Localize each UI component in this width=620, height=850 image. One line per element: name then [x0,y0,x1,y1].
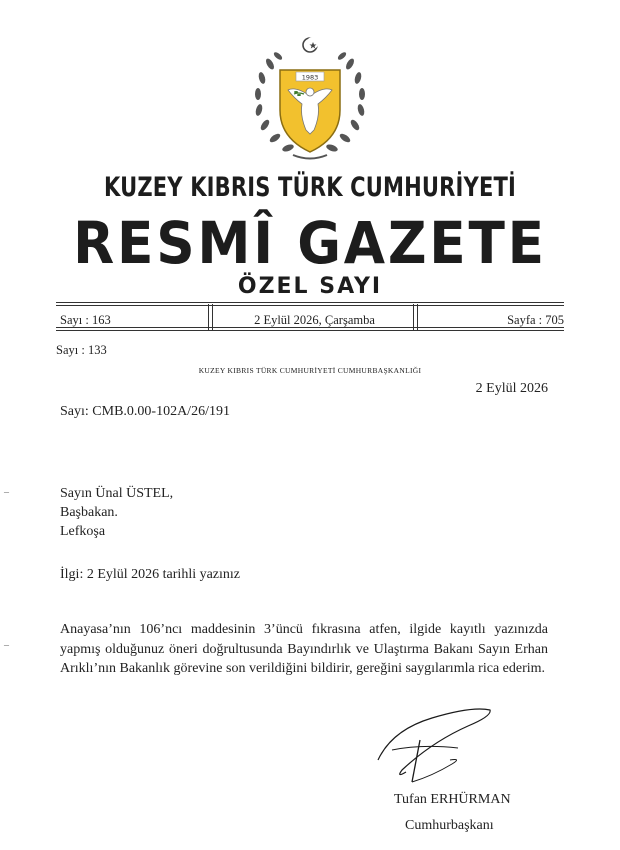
office-header: KUZEY KIBRIS TÜRK CUMHURİYETİ CUMHURBAŞKANLIĞI [198,366,422,375]
letter-date: 2 Eylül 2026 [475,381,548,396]
divider [56,302,564,303]
recipient-title: Başbakan. [60,505,118,520]
divider [56,305,564,306]
letter-body: Anayasa’nın 106’ncı maddesinin 3’üncü fıkrasına atfen, ilgide kayıtlı yazınızda yapmış olduğunuz öneri doğrultusunda Bayındırlık ve Ulaştırma Bakanı Sayın Erhan Arıklı’nın Bakanlık görevine son verildiğini bildirir, gereğini saygılarımla rica ederim. [60,622,548,676]
signer-name: Tufan ERHÜRMAN [394,792,511,807]
recipient-name: Sayın Ünal ÜSTEL, [60,486,174,501]
divider [208,304,209,330]
document-number: Sayı : 133 [56,343,107,357]
signer-title: Cumhurbaşkanı [405,818,494,833]
signature-icon [372,700,522,790]
issue-type: ÖZEL SAYI [237,274,383,299]
page-number: Sayfa : 705 [507,313,564,327]
issue-number: Sayı : 163 [60,313,111,327]
reference-number: Sayı: CMB.0.00-102A/26/191 [60,404,230,419]
issue-date: 2 Eylül 2026, Çarşamba [254,313,375,327]
divider [417,304,418,330]
emblem-year: 1983 [301,73,319,82]
margin-mark: – [4,640,9,651]
coat-of-arms-icon [248,34,372,164]
state-name: KUZEY KIBRIS TÜRK CUMHURİYETİ [103,172,517,203]
divider [56,330,564,331]
gazette-title: RESMÎ GAZETE [73,209,547,277]
subject-line: İlgi: 2 Eylül 2026 tarihli yazınız [60,567,241,582]
margin-mark: – [4,487,9,498]
recipient-city: Lefkoşa [60,524,106,539]
